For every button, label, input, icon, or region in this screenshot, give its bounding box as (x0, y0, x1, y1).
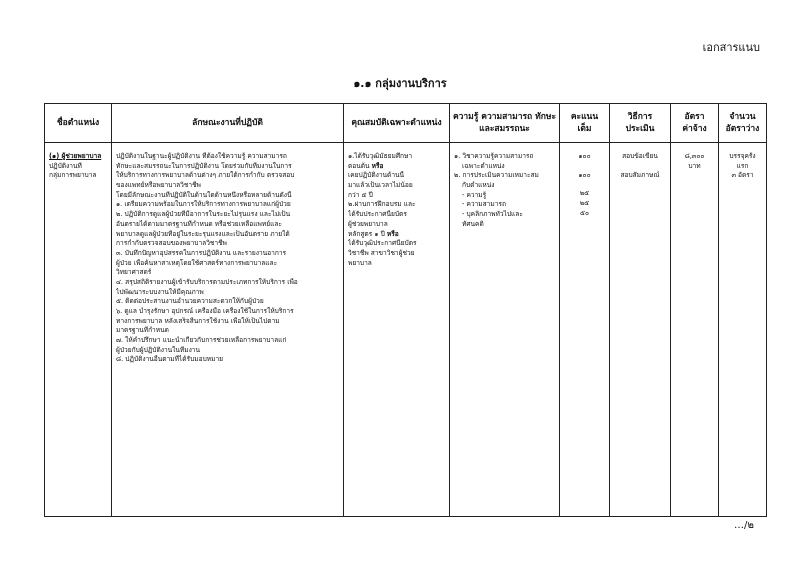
wage-unit: บาท (688, 161, 701, 170)
header-duties: ลักษณะงานที่ปฏิบัติ (112, 104, 344, 143)
header-full-score-line: เต็ม (577, 124, 592, 134)
position-table (44, 103, 767, 517)
knowledge-line: ๑. วิชาความรู้ความสามารถ (454, 152, 534, 160)
knowledge-line: กับตำแหน่ง (462, 181, 495, 190)
header-wage-line: อัตรา (684, 111, 705, 122)
qualification-line (348, 162, 445, 172)
qualification-line: ๑.ได้รับวุฒิมัธยมศึกษา (348, 152, 413, 160)
qualification-line: ๒.ผ่านการฝึกอบรม และ (348, 200, 416, 209)
attachment-label: เอกสารแนบ (702, 41, 760, 54)
header-knowledge-line: ความรู้ ความสามารถ ทักษะ (452, 111, 557, 122)
duty-item: ๒. ปฏิบัติการดูแลผู้ป่วยที่มีอาการในระยะไม่รุนแรง และไม่เป็น (116, 210, 291, 219)
score-value: ๑๐๐ (578, 152, 591, 160)
duties-line: ปฏิบัติงานในฐานะผู้ปฏิบัติงาน ที่ต้องใช้ความรู้ ความสามารถ (116, 152, 287, 160)
header-qualification: คุณสมบัติเฉพาะตำแหน่ง (344, 104, 450, 143)
duty-item: พยาบาลดูแลผู้ป่วยที่อยู่ในระยะรุนแรงและเป็นอันตราย ภายใต้ (116, 229, 290, 238)
qualification-line: มาแล้วเป็นเวลาไม่น้อย (348, 181, 413, 190)
position-sub-line: ปฏิบัติงานที่ (49, 161, 82, 170)
header-wage-line: ค่าจ้าง (682, 124, 707, 134)
duty-item: วิทยาศาสตร์ (116, 268, 152, 277)
duty-item: ผู้ป่วยกับผู้ปฏิบัติงานในทีมงาน (116, 345, 201, 354)
score-value: ๒๕ (579, 199, 590, 208)
header-quota-line: จำนวน (729, 111, 756, 122)
duty-item: ๔. สรุปสถิติรายงานผู้เข้ารับบริการตามประเภทการให้บริการ เพื่อ (116, 277, 298, 286)
duty-item: ๘. ปฏิบัติงานอื่นตามที่ได้รับมอบหมาย (116, 355, 224, 364)
duty-item: ผู้ป่วย เพื่อค้นหาสาเหตุโดยใช้ศาสตร์ทางการพยาบาลและ (116, 258, 278, 267)
qualification-cell (344, 143, 450, 517)
header-wage (671, 104, 719, 143)
qualification-or: หรือ (371, 161, 384, 170)
duties-cell (112, 143, 344, 517)
header-method (610, 104, 671, 143)
quota-cell (719, 143, 767, 517)
knowledge-line: - บุคลิกภาพทั่วไปและ (462, 210, 523, 219)
duty-item: การกำกับตรวจสอบของพยาบาลวิชาชีพ (116, 239, 227, 248)
header-full-score (560, 104, 610, 143)
duties-line: ของแพทย์หรือพยาบาลวิชาชีพ (116, 181, 201, 190)
header-knowledge (450, 104, 560, 143)
header-quota (719, 104, 767, 143)
qualification-line (348, 230, 445, 240)
knowledge-line: ทัศนคติ (462, 219, 484, 228)
duties-line: ทักษะและสมรรถนะในการปฏิบัติงาน โดยร่วมกับทีมงานในการ (116, 161, 292, 170)
header-full-score-line: คะแนน (570, 111, 599, 122)
qualification-text: ตอนต้น (348, 161, 370, 170)
duty-item: ๑. เตรียมความพร้อมในการให้บริการทางการพยาบาลแก่ผู้ป่วย (116, 200, 291, 209)
duty-item: อันตรายได้ตามมาตรฐานที่กำหนด หรือช่วยเหลือแพทย์และ (116, 219, 282, 228)
score-value: ๒๕ (579, 189, 590, 198)
knowledge-cell (450, 143, 560, 517)
qualification-or: หรือ (386, 229, 399, 238)
page-continuation: …/๒ (734, 520, 754, 531)
duty-item: ๕. ติดต่อประสานงานอำนวยความสะดวกให้กับผู้ป่วย (116, 297, 264, 306)
quota-line: แรก (736, 161, 749, 170)
position-sub-line: กลุ่มการพยาบาล (49, 171, 97, 180)
method-written: สอบข้อเขียน (622, 152, 658, 160)
header-method-line: ประเมิน (625, 124, 655, 134)
duties-line: ให้บริการทางการพยาบาลด้านต่างๆ ภายใต้การกำกับ ตรวจสอบ (116, 171, 295, 180)
header-position: ชื่อตำแหน่ง (45, 104, 112, 143)
header-knowledge-line: และสมรรถนะ (479, 124, 530, 134)
knowledge-line: - ความสามารถ (462, 200, 506, 209)
duty-item: ไปพัฒนาระบบงานให้มีคุณภาพ (116, 287, 204, 296)
knowledge-line: เฉพาะตำแหน่ง (462, 161, 505, 170)
qualification-line: พยาบาล (348, 258, 372, 267)
wage-amount: ๘,๓๐๐ (684, 152, 705, 160)
method-interview: สอบสัมภาษณ์ (620, 170, 660, 179)
knowledge-line: ๒. การประเมินความเหมาะสม (454, 171, 539, 180)
position-title: (๑) ผู้ช่วยพยาบาล (49, 152, 102, 160)
score-cell (560, 143, 610, 517)
duty-item: ๗. ให้คำปรึกษา แนะนำเกี่ยวกับการช่วยเหลือการพยาบาลแก่ (116, 336, 287, 345)
table-header-row (45, 104, 767, 143)
duty-item: ทางการพยาบาล หลังเสร็จสิ้นการใช้งาน เพื่อให้เป็นไปตาม (116, 316, 280, 325)
header-method-line: วิธีการ (627, 111, 653, 122)
quota-line: บรรจุครั้ง (729, 152, 756, 160)
section-title: ๑.๑ กลุ่มงานบริการ (353, 77, 447, 90)
score-value: ๕๐ (579, 208, 589, 217)
header-quota-line: อัตราว่าง (725, 124, 760, 134)
method-cell (610, 143, 671, 517)
duty-item: มาตรฐานที่กำหนด (116, 326, 169, 335)
qualification-text: หลักสูตร ๑ ปี (348, 229, 385, 238)
qualification-line: เคยปฏิบัติงานด้านนี้ (348, 171, 405, 180)
qualification-line: ผู้ช่วยพยาบาล (348, 219, 388, 228)
wage-cell (671, 143, 719, 517)
duty-item: ๖. ดูแล บำรุงรักษา อุปกรณ์ เครื่องมือ เครื่องใช้ในการให้บริการ (116, 307, 294, 315)
quota-line: ๓ อัตรา (731, 171, 754, 180)
qualification-line: ได้รับประกาศนียบัตร (348, 210, 407, 219)
position-cell (45, 143, 112, 517)
knowledge-line: - ความรู้ (462, 190, 487, 199)
qualification-line: ได้รับวุฒิประกาศนียบัตร (348, 239, 417, 248)
qualification-line: กว่า ๕ ปี (348, 190, 373, 199)
duty-item: ๓. บันทึกปัญหาอุปสรรคในการปฏิบัติงาน และรายงานอาการ (116, 248, 287, 257)
table-row (45, 143, 767, 517)
duties-line: โดยมีลักษณะงานที่ปฏิบัติในด้านใดด้านหนึ่งหรือหลายด้านดังนี้ (116, 190, 292, 199)
score-value: ๑๐๐ (578, 170, 591, 179)
qualification-line: วิชาชีพ สาขาวิชาผู้ช่วย (348, 248, 415, 257)
